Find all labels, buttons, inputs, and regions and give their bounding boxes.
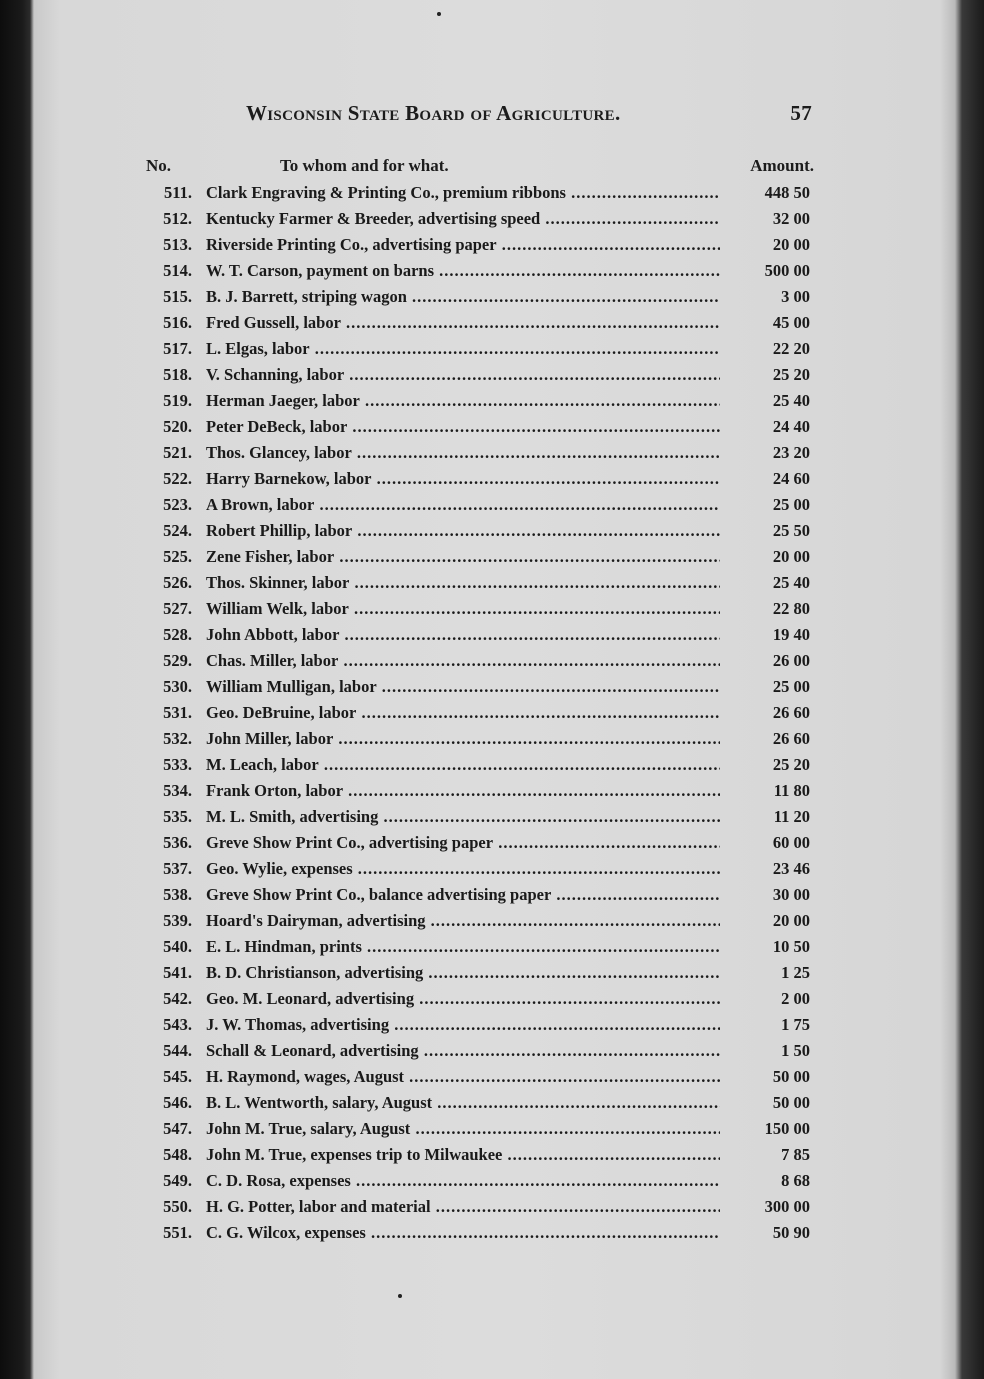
entry-number: 540. bbox=[163, 937, 192, 956]
entry-number: 517. bbox=[163, 339, 192, 358]
table-row bbox=[146, 597, 814, 623]
column-header-what: To whom and for what. bbox=[280, 156, 449, 175]
entry-number: 545. bbox=[163, 1067, 192, 1086]
entry-number: 512. bbox=[163, 209, 192, 228]
entry-amount: 45 00 bbox=[772, 313, 810, 332]
entry-number: 542. bbox=[163, 989, 192, 1008]
entry-number: 535. bbox=[163, 807, 192, 826]
entry-amount: 50 00 bbox=[772, 1093, 810, 1112]
entry-description: Riverside Printing Co., advertising paper ..... bbox=[206, 233, 720, 257]
table-row bbox=[146, 493, 814, 519]
running-header bbox=[246, 101, 812, 126]
entry-amount: 20 00 bbox=[772, 911, 810, 930]
entry-description: J. W. Thomas, advertising ..... bbox=[206, 1013, 720, 1037]
entry-description: H. G. Potter, labor and material ..... bbox=[206, 1195, 720, 1219]
table-row bbox=[146, 415, 814, 441]
entry-amount: 23 20 bbox=[772, 443, 810, 462]
entry-number: 536. bbox=[163, 833, 192, 852]
entry-amount: 50 90 bbox=[772, 1223, 810, 1242]
entry-amount: 25 50 bbox=[772, 521, 810, 540]
entry-description: John M. True, expenses trip to Milwaukee ..... bbox=[206, 1143, 720, 1167]
entry-amount: 22 80 bbox=[772, 599, 810, 618]
table-row bbox=[146, 701, 814, 727]
entry-number: 543. bbox=[163, 1015, 192, 1034]
table-row bbox=[146, 337, 814, 363]
entry-description: Robert Phillip, labor ..... bbox=[206, 519, 720, 543]
entry-description: Hoard's Dairyman, advertising ..... bbox=[206, 909, 720, 933]
entry-description: V. Schanning, labor ..... bbox=[206, 363, 720, 387]
entry-description: C. D. Rosa, expenses ..... bbox=[206, 1169, 720, 1193]
entry-amount: 25 20 bbox=[772, 365, 810, 384]
entry-description: H. Raymond, wages, August ..... bbox=[206, 1065, 720, 1089]
entry-number: 518. bbox=[163, 365, 192, 384]
entry-number: 532. bbox=[163, 729, 192, 748]
table-row bbox=[146, 1221, 814, 1247]
table-row bbox=[146, 805, 814, 831]
entry-amount: 448 50 bbox=[764, 183, 810, 202]
table-row bbox=[146, 909, 814, 935]
table-row bbox=[146, 1117, 814, 1143]
entry-description: Peter DeBeck, labor ..... bbox=[206, 415, 720, 439]
entry-amount: 20 00 bbox=[772, 547, 810, 566]
entry-amount: 25 00 bbox=[772, 677, 810, 696]
table-row bbox=[146, 441, 814, 467]
ink-speck bbox=[437, 12, 441, 16]
entry-amount: 25 00 bbox=[772, 495, 810, 514]
entry-amount: 25 40 bbox=[772, 573, 810, 592]
entry-amount: 500 00 bbox=[764, 261, 810, 280]
table-row bbox=[146, 935, 814, 961]
table-row bbox=[146, 1039, 814, 1065]
entry-number: 523. bbox=[163, 495, 192, 514]
entry-amount: 20 00 bbox=[772, 235, 810, 254]
entry-number: 511. bbox=[164, 183, 192, 202]
table-row bbox=[146, 233, 814, 259]
table-row bbox=[146, 519, 814, 545]
entry-description: Greve Show Print Co., advertising paper ..... bbox=[206, 831, 720, 855]
entry-number: 515. bbox=[163, 287, 192, 306]
entry-description: C. G. Wilcox, expenses ..... bbox=[206, 1221, 720, 1245]
entry-amount: 50 00 bbox=[772, 1067, 810, 1086]
table-row bbox=[146, 649, 814, 675]
entry-amount: 3 00 bbox=[781, 287, 810, 306]
entry-description: Schall & Leonard, advertising ..... bbox=[206, 1039, 720, 1063]
table-row bbox=[146, 675, 814, 701]
table-row bbox=[146, 467, 814, 493]
entry-number: 544. bbox=[163, 1041, 192, 1060]
entry-number: 533. bbox=[163, 755, 192, 774]
entry-number: 539. bbox=[163, 911, 192, 930]
entry-description: John Miller, labor ..... bbox=[206, 727, 720, 751]
entry-description: M. Leach, labor ..... bbox=[206, 753, 720, 777]
entry-description: B. L. Wentworth, salary, August ..... bbox=[206, 1091, 720, 1115]
entry-amount: 1 75 bbox=[781, 1015, 810, 1034]
table-header bbox=[146, 156, 814, 180]
entry-description: Harry Barnekow, labor ..... bbox=[206, 467, 720, 491]
entry-number: 551. bbox=[163, 1223, 192, 1242]
table-row bbox=[146, 831, 814, 857]
entry-number: 530. bbox=[163, 677, 192, 696]
entry-description: Zene Fisher, labor ..... bbox=[206, 545, 720, 569]
table-row bbox=[146, 363, 814, 389]
entry-amount: 32 00 bbox=[772, 209, 810, 228]
entry-amount: 26 60 bbox=[772, 729, 810, 748]
entry-number: 541. bbox=[163, 963, 192, 982]
entry-description: William Mulligan, labor ..... bbox=[206, 675, 720, 699]
entry-number: 522. bbox=[163, 469, 192, 488]
entry-amount: 26 60 bbox=[772, 703, 810, 722]
page-title: Wisconsin State Board of Agriculture. bbox=[246, 101, 621, 125]
table-row bbox=[146, 623, 814, 649]
entry-number: 529. bbox=[163, 651, 192, 670]
table-row bbox=[146, 779, 814, 805]
entry-amount: 26 00 bbox=[772, 651, 810, 670]
entry-amount: 8 68 bbox=[781, 1171, 810, 1190]
entry-amount: 11 80 bbox=[773, 781, 810, 800]
column-header-amount: Amount. bbox=[750, 156, 814, 175]
entry-description: B. D. Christianson, advertising ..... bbox=[206, 961, 720, 985]
table-row bbox=[146, 285, 814, 311]
table-row bbox=[146, 987, 814, 1013]
entry-description: Thos. Skinner, labor ..... bbox=[206, 571, 720, 595]
entry-number: 513. bbox=[163, 235, 192, 254]
entry-number: 548. bbox=[163, 1145, 192, 1164]
table-row bbox=[146, 753, 814, 779]
entry-amount: 60 00 bbox=[772, 833, 810, 852]
entry-number: 526. bbox=[163, 573, 192, 592]
entry-description: Frank Orton, labor ..... bbox=[206, 779, 720, 803]
table-row bbox=[146, 311, 814, 337]
entry-amount: 10 50 bbox=[772, 937, 810, 956]
table-row bbox=[146, 389, 814, 415]
entry-description: Greve Show Print Co., balance advertising paper ..... bbox=[206, 883, 720, 907]
entry-description: Geo. M. Leonard, advertising ..... bbox=[206, 987, 720, 1011]
entry-description: Clark Engraving & Printing Co., premium ribbons ..... bbox=[206, 181, 720, 205]
entry-amount: 24 60 bbox=[772, 469, 810, 488]
expense-table bbox=[146, 181, 814, 1247]
entry-amount: 300 00 bbox=[764, 1197, 810, 1216]
entry-number: 525. bbox=[163, 547, 192, 566]
table-row bbox=[146, 961, 814, 987]
entry-number: 516. bbox=[163, 313, 192, 332]
entry-description: W. T. Carson, payment on barns ..... bbox=[206, 259, 720, 283]
entry-amount: 1 50 bbox=[781, 1041, 810, 1060]
table-row bbox=[146, 1169, 814, 1195]
entry-number: 538. bbox=[163, 885, 192, 904]
table-row bbox=[146, 1013, 814, 1039]
entry-description: Chas. Miller, labor ..... bbox=[206, 649, 720, 673]
entry-number: 520. bbox=[163, 417, 192, 436]
table-row bbox=[146, 1195, 814, 1221]
entry-number: 527. bbox=[163, 599, 192, 618]
entry-number: 546. bbox=[163, 1093, 192, 1112]
entry-description: A Brown, labor ..... bbox=[206, 493, 720, 517]
entry-amount: 150 00 bbox=[764, 1119, 810, 1138]
entry-description: M. L. Smith, advertising ..... bbox=[206, 805, 720, 829]
entry-description: Thos. Glancey, labor ..... bbox=[206, 441, 720, 465]
entry-number: 521. bbox=[163, 443, 192, 462]
entry-description: John M. True, salary, August ..... bbox=[206, 1117, 720, 1141]
table-row bbox=[146, 883, 814, 909]
table-row bbox=[146, 1143, 814, 1169]
page-number: 57 bbox=[790, 101, 812, 125]
entry-description: E. L. Hindman, prints ..... bbox=[206, 935, 720, 959]
entry-amount: 19 40 bbox=[772, 625, 810, 644]
table-row bbox=[146, 1065, 814, 1091]
ink-speck bbox=[398, 1294, 402, 1298]
entry-description: B. J. Barrett, striping wagon ..... bbox=[206, 285, 720, 309]
entry-amount: 24 40 bbox=[772, 417, 810, 436]
entry-description: L. Elgas, labor ..... bbox=[206, 337, 720, 361]
entry-number: 549. bbox=[163, 1171, 192, 1190]
entry-number: 519. bbox=[163, 391, 192, 410]
entry-amount: 2 00 bbox=[781, 989, 810, 1008]
column-header-no: No. bbox=[146, 156, 172, 175]
entry-amount: 25 20 bbox=[772, 755, 810, 774]
entry-number: 550. bbox=[163, 1197, 192, 1216]
entry-description: Kentucky Farmer & Breeder, advertising speed ..... bbox=[206, 207, 720, 231]
entry-amount: 22 20 bbox=[772, 339, 810, 358]
entry-description: Geo. DeBruine, labor ..... bbox=[206, 701, 720, 725]
table-row bbox=[146, 571, 814, 597]
entry-number: 537. bbox=[163, 859, 192, 878]
table-row bbox=[146, 545, 814, 571]
entry-description: John Abbott, labor ..... bbox=[206, 623, 720, 647]
table-row bbox=[146, 857, 814, 883]
entry-amount: 7 85 bbox=[781, 1145, 810, 1164]
table-row bbox=[146, 207, 814, 233]
entry-number: 534. bbox=[163, 781, 192, 800]
entry-amount: 25 40 bbox=[772, 391, 810, 410]
entry-description: Geo. Wylie, expenses ..... bbox=[206, 857, 720, 881]
entry-amount: 30 00 bbox=[772, 885, 810, 904]
entry-number: 531. bbox=[163, 703, 192, 722]
entry-description: William Welk, labor ..... bbox=[206, 597, 720, 621]
entry-amount: 11 20 bbox=[773, 807, 810, 826]
entry-number: 528. bbox=[163, 625, 192, 644]
table-row bbox=[146, 1091, 814, 1117]
entry-amount: 23 46 bbox=[772, 859, 810, 878]
entry-number: 547. bbox=[163, 1119, 192, 1138]
table-row bbox=[146, 259, 814, 285]
entry-description: Herman Jaeger, labor ..... bbox=[206, 389, 720, 413]
entry-description: Fred Gussell, labor ..... bbox=[206, 311, 720, 335]
entry-amount: 1 25 bbox=[781, 963, 810, 982]
entry-number: 514. bbox=[163, 261, 192, 280]
entry-number: 524. bbox=[163, 521, 192, 540]
table-row bbox=[146, 181, 814, 207]
table-row bbox=[146, 727, 814, 753]
